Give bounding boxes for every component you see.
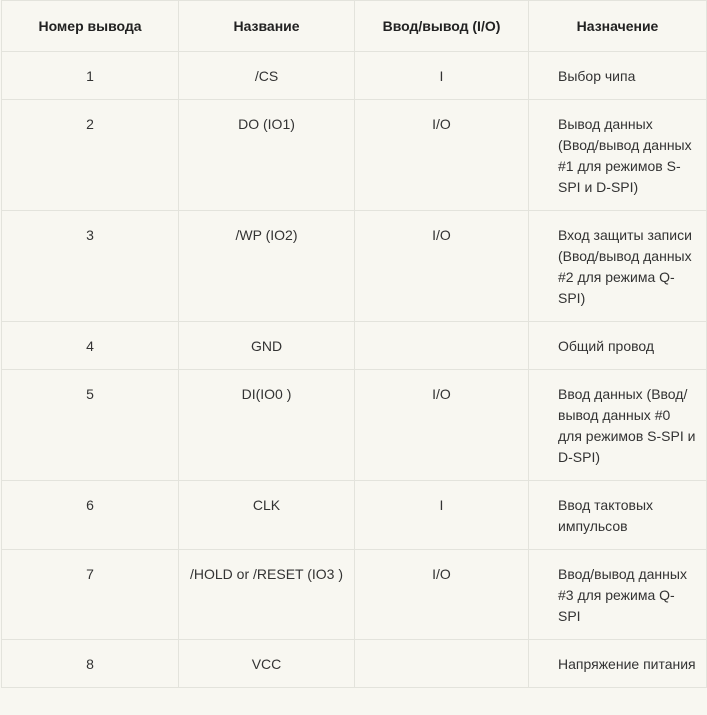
table-row	[2, 550, 707, 640]
cell-io	[355, 640, 529, 688]
cell-name: CLK	[179, 481, 355, 550]
cell-io: I/O	[355, 211, 529, 322]
table-row	[2, 370, 707, 481]
pinout-table	[1, 0, 707, 688]
cell-name: /HOLD or /RESET (IO3 )	[179, 550, 355, 640]
cell-purpose: Выбор чипа	[529, 52, 707, 100]
cell-purpose: Общий провод	[529, 322, 707, 370]
table-row	[2, 481, 707, 550]
cell-pin: 8	[2, 640, 179, 688]
header-purpose: Назначение	[529, 1, 707, 52]
cell-name: /WP (IO2)	[179, 211, 355, 322]
cell-io: I/O	[355, 370, 529, 481]
cell-pin: 3	[2, 211, 179, 322]
header-io: Ввод/вывод (I/O)	[355, 1, 529, 52]
cell-purpose: Напряжение питания	[529, 640, 707, 688]
cell-pin: 2	[2, 100, 179, 211]
table-row	[2, 100, 707, 211]
cell-pin: 1	[2, 52, 179, 100]
cell-name: DI(IO0 )	[179, 370, 355, 481]
cell-name: GND	[179, 322, 355, 370]
cell-io: I	[355, 52, 529, 100]
table-row	[2, 322, 707, 370]
cell-purpose: Вывод данных (Ввод/вывод данных #1 для режимов S-SPI и D-SPI)	[529, 100, 707, 211]
cell-name: DO (IO1)	[179, 100, 355, 211]
cell-purpose: Ввод данных (Ввод/вывод данных #0 для режимов S-SPI и D-SPI)	[529, 370, 707, 481]
table-header-row	[2, 1, 707, 52]
cell-purpose: Ввод тактовых импульсов	[529, 481, 707, 550]
cell-io: I/O	[355, 550, 529, 640]
cell-purpose: Вход защиты записи (Ввод/вывод данных #2 для режима Q-SPI)	[529, 211, 707, 322]
header-name: Название	[179, 1, 355, 52]
cell-io: I	[355, 481, 529, 550]
cell-pin: 7	[2, 550, 179, 640]
cell-io	[355, 322, 529, 370]
cell-pin: 5	[2, 370, 179, 481]
table-row	[2, 640, 707, 688]
table-row	[2, 52, 707, 100]
cell-pin: 4	[2, 322, 179, 370]
cell-pin: 6	[2, 481, 179, 550]
cell-io: I/O	[355, 100, 529, 211]
cell-purpose: Ввод/вывод данных #3 для режима Q-SPI	[529, 550, 707, 640]
cell-name: VCC	[179, 640, 355, 688]
cell-name: /CS	[179, 52, 355, 100]
header-pin-number: Номер вывода	[2, 1, 179, 52]
table-row	[2, 211, 707, 322]
